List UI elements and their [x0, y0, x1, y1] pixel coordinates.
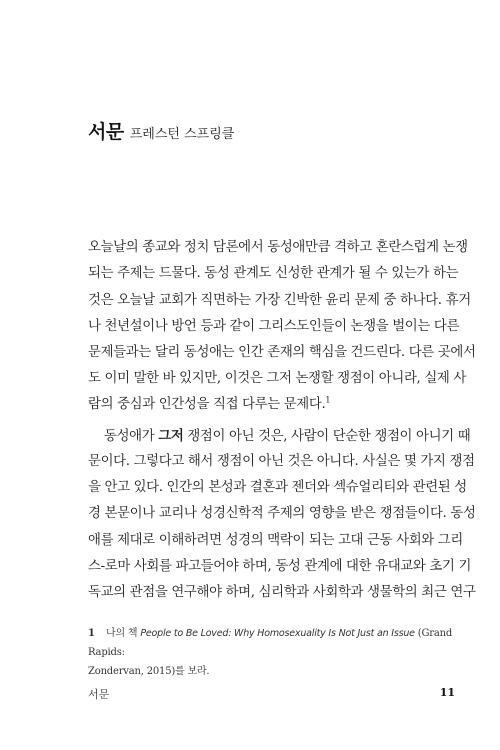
body-line [88, 393, 455, 417]
footnote-prefix: 나의 책 [106, 628, 141, 639]
body-line: 도 이미 말한 바 있지만, 이것은 그저 논쟁할 쟁점이 아니라, 실제 사 [88, 371, 467, 386]
running-head: 서문 [88, 688, 110, 701]
emphasis-text: 그저 [158, 428, 184, 444]
footnote-book-title: People to Be Loved: Why Homosexuality Is Not Just an Issue [140, 628, 415, 639]
paragraph-lead: 동성애가 [104, 429, 159, 444]
body-line: 경 본문이나 교리나 성경신학적 주제의 영향을 받은 쟁점들이다. 동성 [88, 506, 476, 521]
footnote [88, 624, 458, 681]
body-line-text: 람의 중심과 인간성을 직접 다루는 문제다. [88, 397, 326, 412]
body-line: 문이다. 그렇다고 해서 쟁점이 아닌 것은 아니다. 사실은 몇 가지 쟁점 [88, 454, 475, 469]
footnote-line [88, 624, 458, 662]
body-line: 스-로마 사회를 파고들어야 하며, 동성 관계에 대한 유대교와 초기 기 [88, 559, 472, 574]
footnote-publisher: (Grand Rapids: [88, 628, 453, 658]
body-line: 나 천년설이나 방언 등과 같이 그리스도인들이 논쟁을 벌이는 다른 [88, 319, 460, 334]
footnote-number: 1 [88, 628, 95, 639]
body-line [104, 424, 471, 448]
footnote-reference[interactable]: 1 [325, 395, 331, 405]
chapter-heading [88, 117, 234, 144]
body-line: 애를 제대로 이해하려면 성경의 맥락이 되는 고대 근동 사회와 그리 [88, 533, 463, 548]
body-line: 오늘날의 종교와 정치 담론에서 동성애만큼 격하고 혼란스럽게 논쟁 [88, 240, 468, 255]
body-line: 독교의 관점을 연구해야 하며, 심리학과 사회학과 생물학의 최근 연구 [88, 585, 476, 600]
page-number: 11 [439, 686, 455, 699]
chapter-author: 프레스턴 스프링클 [129, 127, 235, 142]
chapter-title: 서문 [88, 121, 124, 143]
footnote-line: Zondervan, 2015)를 보라. [88, 666, 210, 677]
body-line: 문제들과는 달리 동성애는 인간 존재의 핵심을 건드린다. 다른 곳에서 [88, 345, 476, 360]
body-line: 을 안고 있다. 인간의 본성과 결혼과 젠더와 섹슈얼리티와 관련된 성 [88, 480, 467, 495]
body-line: 되는 주제는 드물다. 동성 관계도 신성한 관계가 될 수 있는가 하는 [88, 266, 459, 281]
paragraph-rest: 쟁점이 아닌 것은, 사람이 단순한 쟁점이 아니기 때 [183, 429, 471, 444]
body-line: 것은 오늘날 교회가 직면하는 가장 긴박한 윤리 문제 중 하나다. 휴거 [88, 293, 471, 308]
